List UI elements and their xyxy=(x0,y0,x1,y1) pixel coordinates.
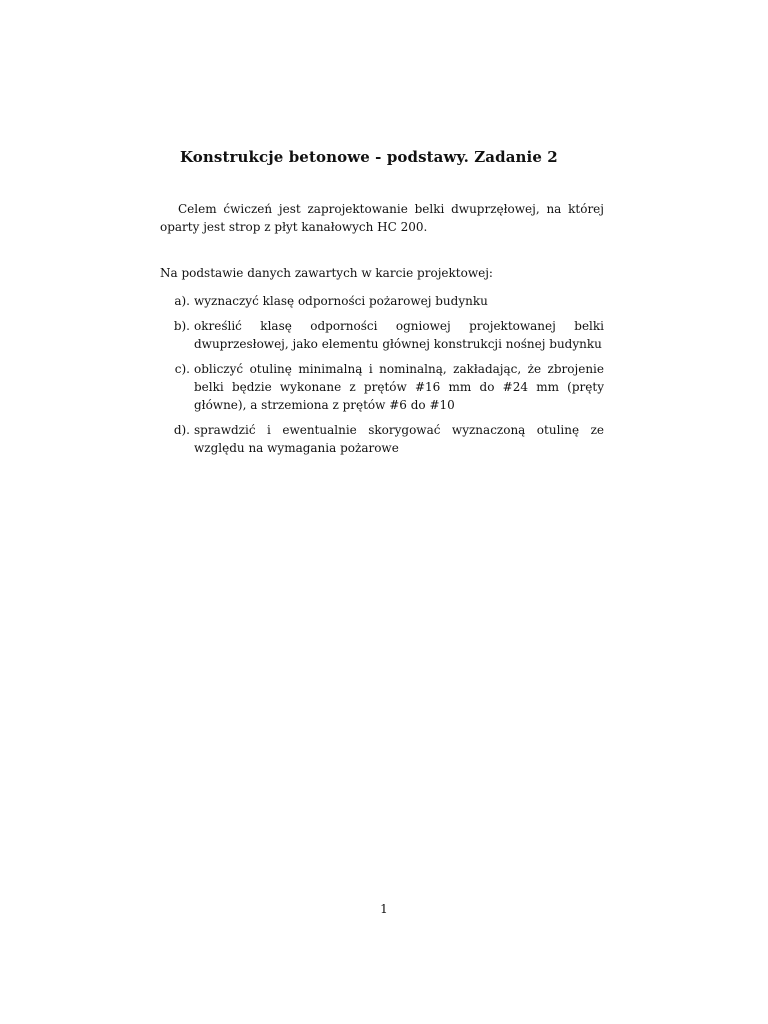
page-number: 1 xyxy=(380,902,388,916)
task-item-a xyxy=(160,292,604,310)
task-text: wyznaczyć klasę odporności pożarowej budynku xyxy=(194,294,488,308)
document-title: Konstrukcje betonowe - podstawy. Zadanie 2 xyxy=(180,148,558,166)
task-item-d xyxy=(160,421,604,457)
task-text: określić klasę odporności ogniowej projektowanej belki dwuprzesłowej, jako elementu głównej konstrukcji nośnej budynku xyxy=(194,319,604,351)
task-label: c). xyxy=(174,362,190,376)
task-item-c xyxy=(160,360,604,414)
lead-sentence: Na podstawie danych zawartych w karcie projektowej: xyxy=(160,266,493,280)
task-item-b xyxy=(160,317,604,353)
task-text: obliczyć otulinę minimalną i nominalną, zakładając, że zbrojenie belki będzie wykonane z prętów #16 mm do #24 mm (pręty główne), a strzemiona z prętów #6 do #10 xyxy=(194,362,604,412)
task-text: sprawdzić i ewentualnie skorygować wyznaczoną otulinę ze względu na wymagania pożarowe xyxy=(194,423,604,455)
intro-paragraph: Celem ćwiczeń jest zaprojektowanie belki dwuprzęłowej, na której oparty jest strop z płyt kanałowych HC 200. xyxy=(160,202,604,234)
task-list xyxy=(160,292,604,464)
task-label: b). xyxy=(173,319,190,333)
task-label: a). xyxy=(174,294,190,308)
task-label: d). xyxy=(173,423,190,437)
